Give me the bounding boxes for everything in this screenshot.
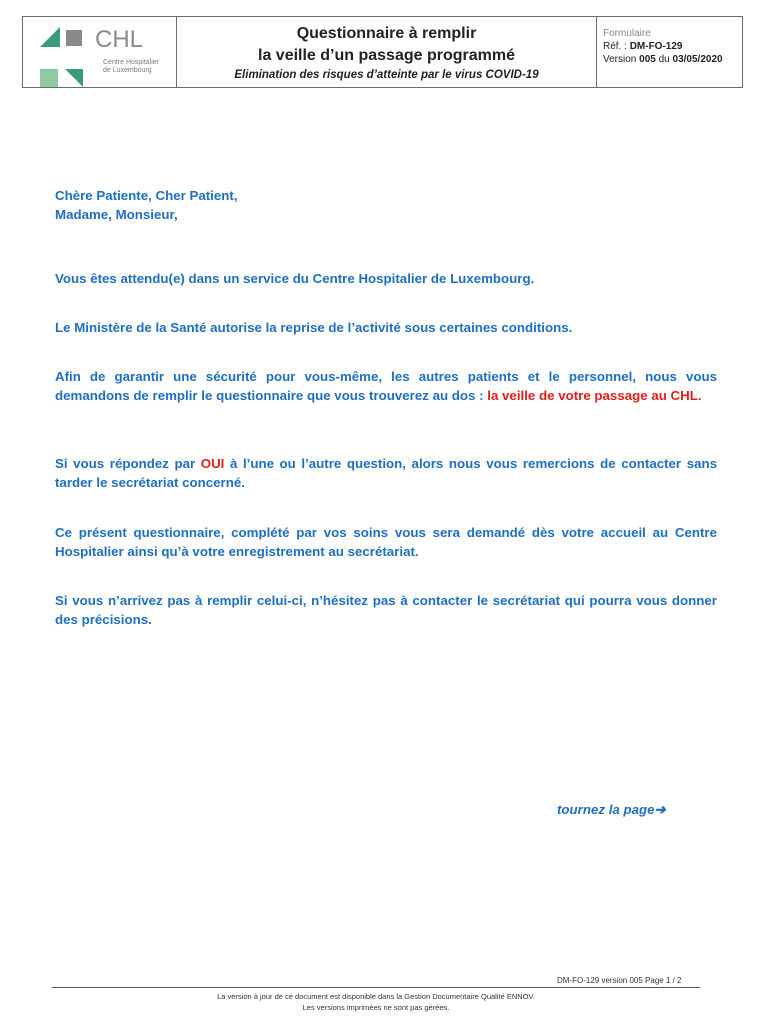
title-line2: la veille d’un passage programmé xyxy=(258,47,515,64)
document-header xyxy=(22,16,743,88)
logo-green-square xyxy=(40,69,58,87)
logo-triangle-shape xyxy=(40,27,60,47)
logo-cell xyxy=(23,17,177,87)
paragraph-3-highlight: la veille de votre passage au CHL. xyxy=(487,388,702,403)
logo-grey-square xyxy=(66,30,82,46)
chl-logo xyxy=(37,25,167,91)
turn-page-text: tournez la page xyxy=(557,802,655,817)
paragraph-2: Le Ministère de la Santé autorise la reprise de l’activité sous certaines conditions. xyxy=(55,320,573,335)
ref-value: DM-FO-129 xyxy=(629,41,683,52)
title-subtitle: Elimination des risques d’atteinte par le virus COVID-19 xyxy=(234,69,539,81)
logo-subtitle xyxy=(103,59,159,75)
footer-reference: DM-FO-129 version 005 Page 1 / 2 xyxy=(557,976,682,985)
arrow-right-icon: ➔ xyxy=(654,802,666,817)
doc-ref xyxy=(603,40,742,53)
logo-sub-line1: Centre Hospitalier xyxy=(103,59,160,66)
paragraph-4 xyxy=(55,454,717,492)
date-label: du xyxy=(655,54,673,65)
version-label: Version xyxy=(603,54,640,65)
logo-sub-line2: de Luxembourg xyxy=(103,67,152,74)
version-value: 005 xyxy=(639,54,656,65)
doc-type: Formulaire xyxy=(603,28,651,39)
paragraph-5: Ce présent questionnaire, complété par vos soins vous sera demandé dès votre accueil au Centre Hospitalier ainsi qu’à votre enregistrement au secrétariat. xyxy=(55,525,717,559)
paragraph-4-text-end: à l’une ou l’autre question, alors nous vous remercions de contacter sans tarder le secrétariat concerné. xyxy=(55,456,717,490)
paragraph-4-highlight: OUI xyxy=(200,456,225,471)
footer-note-line2: Les versions imprimées ne sont pas gérées. xyxy=(302,1003,450,1012)
doc-version xyxy=(603,53,742,66)
paragraph-3 xyxy=(55,367,717,405)
turn-page-note xyxy=(557,802,666,818)
paragraph-6: Si vous n’arrivez pas à remplir celui-ci, n’hésitez pas à contacter le secrétariat qui pourra vous donner des précisions. xyxy=(55,593,717,627)
footer-divider xyxy=(52,987,700,988)
date-value: 03/05/2020 xyxy=(672,54,723,65)
greeting-line1: Chère Patiente, Cher Patient, xyxy=(55,188,238,203)
logo-green-triangle xyxy=(65,69,83,87)
paragraph-1: Vous êtes attendu(e) dans un service du Centre Hospitalier de Luxembourg. xyxy=(55,271,535,286)
logo-name: CHL xyxy=(95,26,144,53)
greeting-line2: Madame, Monsieur, xyxy=(55,207,178,222)
greeting xyxy=(55,186,717,224)
title-line1: Questionnaire à remplir xyxy=(296,25,477,42)
footer-note-line1: La version à jour de ce document est disponible dans la Gestion Documentaire Qualité ENNOV. xyxy=(217,992,535,1001)
paragraph-4-text-start: Si vous répondez par xyxy=(55,456,201,471)
ref-label: Réf. : xyxy=(603,41,630,52)
paragraph-3-text: Afin de garantir une sécurité pour vous-même, les autres patients et le personnel, nous vous demandons de remplir le questionnaire que vous trouverez au dos : xyxy=(55,369,717,403)
footer-note xyxy=(52,991,700,1013)
info-cell xyxy=(597,17,742,87)
title-cell xyxy=(177,17,597,87)
